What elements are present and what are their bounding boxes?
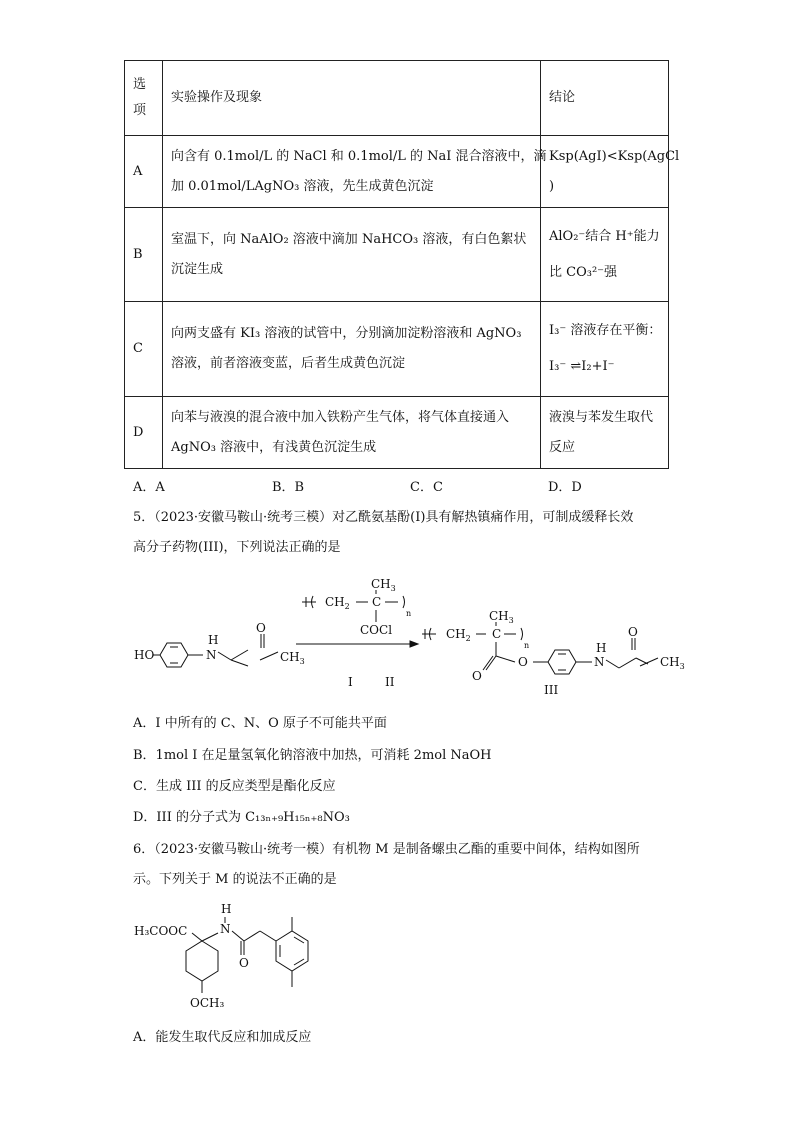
choice-a: A．A (133, 480, 165, 495)
procedure-line: 加 0.01mol/LAgNO₃ 溶液，先生成黄色沉淀 (171, 178, 434, 194)
q6-option-a: A．能发生取代反应和加成反应 (133, 1030, 312, 1045)
conclusion-line: ) (549, 178, 555, 194)
procedure-line: 沉淀生成 (171, 261, 224, 277)
q5-stem-line: 5．（2023·安徽马鞍山·统考三模）对乙酰氨基酚(I)具有解热镇痛作用，可制成缓释长效 (133, 510, 634, 525)
h-label: H (221, 902, 232, 916)
conclusion-line: 液溴与苯发生取代 (549, 409, 654, 425)
q5-stem-line: 高分子药物(III)，下列说法正确的是 (133, 540, 341, 555)
q5-option-c: C．生成 III 的反应类型是酯化反应 (133, 779, 336, 794)
n-label: N (220, 922, 231, 936)
q5-option-a: A．I 中所有的 C、N、O 原子不可能共平面 (133, 716, 387, 731)
row-option: A (125, 136, 163, 208)
c-label: C (492, 627, 502, 641)
table-row (125, 136, 669, 208)
procedure-line: 向含有 0.1mol/L 的 NaCl 和 0.1mol/L 的 NaI 混合溶液中，滴 (171, 148, 547, 164)
ch3-label: $CH_3$ (660, 655, 685, 671)
header-procedure: 实验操作及现象 (163, 61, 541, 136)
row-option: D (125, 397, 163, 469)
procedure-line: 向苯与液溴的混合液中加入铁粉产生气体，将气体直接通入 (171, 409, 510, 425)
q6-stem-line: 示。下列关于 M 的说法不正确的是 (133, 872, 337, 887)
c-label: C (372, 595, 382, 609)
q5-reaction-scheme (120, 572, 700, 702)
label-iii: III (544, 683, 559, 697)
row-conclusion (541, 208, 669, 302)
cocl-label: COCl (360, 623, 393, 637)
ch3-label: $CH_3$ (280, 650, 305, 666)
ch3-label: $CH_3$ (371, 577, 396, 593)
row-procedure (163, 302, 541, 397)
conclusion-line: 比 CO₃²⁻强 (549, 264, 618, 280)
table-row (125, 397, 669, 469)
o-label: O (628, 625, 638, 639)
table-row (125, 302, 669, 397)
ch2-label: $CH_2$ (325, 595, 350, 611)
row-procedure (163, 208, 541, 302)
conclusion-line: Ksp(AgI)<Ksp(AgCl (549, 148, 680, 164)
cyclohexane-ring (186, 941, 218, 981)
ch3-label: $CH_3$ (489, 609, 514, 625)
benzene-ring-m (276, 931, 308, 971)
row-conclusion (541, 302, 669, 397)
o-label: O (472, 669, 482, 683)
row-option: C (125, 302, 163, 397)
conclusion-line: 反应 (549, 439, 576, 455)
n-subscript: n (406, 609, 412, 618)
o-label: O (518, 655, 528, 669)
n-label: N (206, 648, 217, 662)
procedure-line: 向两支盛有 KI₃ 溶液的试管中，分别滴加淀粉溶液和 AgNO₃ (171, 326, 522, 341)
procedure-line: 溶液，前者溶液变蓝，后者生成黄色沉淀 (171, 356, 406, 371)
header-option: 选 项 (125, 61, 163, 136)
choice-b: B．B (272, 480, 305, 495)
ho-label: HO (134, 648, 155, 662)
q6-structure-m (130, 895, 330, 1020)
row-conclusion (541, 397, 669, 469)
procedure-line: AgNO₃ 溶液中，有浅黄色沉淀生成 (171, 439, 377, 455)
conclusion-line: I₃⁻ 溶液存在平衡： (549, 323, 662, 338)
row-procedure (163, 397, 541, 469)
header-conclusion: 结论 (541, 61, 669, 136)
ch2-label: $CH_2$ (446, 627, 471, 643)
q6-stem-line: 6．（2023·安徽马鞍山·统考一模）有机物 M 是制备螺虫乙酯的重要中间体，结构如图所 (133, 842, 640, 857)
och3-label: OCH₃ (190, 996, 225, 1010)
row-procedure (163, 136, 547, 208)
n-subscript: n (524, 641, 530, 650)
o-label: O (256, 621, 266, 635)
row-conclusion (541, 136, 680, 208)
procedure-line: 室温下，向 NaAlO₂ 溶液中滴加 NaHCO₃ 溶液，有白色絮状 (171, 231, 527, 247)
conclusion-line: AlO₂⁻结合 H⁺能力 (549, 228, 660, 244)
n-label: N (594, 655, 605, 669)
conclusion-line: I₃⁻ ⇌I₂+I⁻ (549, 359, 615, 374)
choice-d: D．D (548, 480, 582, 495)
experiment-table (124, 60, 680, 469)
o-label: O (239, 956, 249, 970)
row-option: B (125, 208, 163, 302)
q5-option-d: D．III 的分子式为 C₁₃ₙ₊₉H₁₅ₙ₊₈NO₃ (133, 810, 350, 825)
table-row (125, 208, 669, 302)
label-ii: II (385, 675, 395, 689)
h-label: H (208, 633, 219, 647)
choice-c: C．C (410, 480, 443, 495)
label-i: I (348, 675, 353, 689)
h3cooc-label: H₃COOC (134, 924, 188, 938)
q5-option-b: B．1mol I 在足量氢氧化钠溶液中加热，可消耗 2mol NaOH (133, 748, 492, 763)
table-header-row (125, 61, 669, 136)
h-label: H (596, 641, 607, 655)
